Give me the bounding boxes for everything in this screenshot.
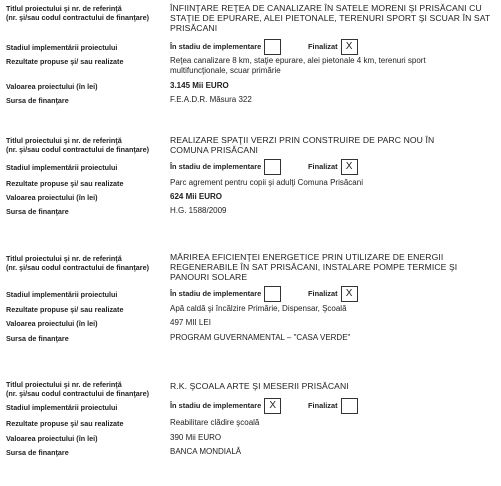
in-progress-option bbox=[170, 398, 281, 414]
title-ref-label bbox=[6, 4, 166, 22]
project-title: REALIZARE SPAŢII VERZI PRIN CONSTRUIRE DE PARC NOU ÎN COMUNA PRISĂCANI bbox=[170, 135, 435, 155]
results-value: Reabilitare clădire şcoală bbox=[170, 418, 260, 427]
project-title: MĂRIREA EFICIENŢEI ENERGETICE PRIN UTILIZARE DE ENERGII REGENERABILE ÎN SAT PRISĂCANI, INSTALARE POMPE TERMICE ŞI PANOURI SOLARE bbox=[170, 252, 458, 282]
funding-value: PROGRAM GUVERNAMENTAL – "CASA VERDE" bbox=[170, 333, 351, 342]
in-progress-checkbox[interactable] bbox=[264, 159, 281, 175]
project-title: ÎNFIINŢARE REŢEA DE CANALIZARE ÎN SATELE MORENI ŞI PRISĂCANI CU STAŢIE DE EPURARE, ALEI PIETONALE, TERENURI SPORT ŞI SCUAR ÎN SAT PRISĂCANI bbox=[170, 3, 491, 33]
in-progress-label: În stadiu de implementare bbox=[170, 400, 262, 410]
title-ref-label-line1: Titlul proiectului şi nr. de referinţă bbox=[6, 4, 122, 13]
value-label: Valoarea proiectului (în lei) bbox=[6, 193, 98, 202]
in-progress-label: În stadiu de implementare bbox=[170, 41, 262, 51]
funding-label: Sursa de finanţare bbox=[6, 96, 69, 105]
funding-label: Sursa de finanţare bbox=[6, 334, 69, 343]
results-value: Apă caldă şi încălzire Primărie, Dispensar, Şcoală bbox=[170, 304, 347, 313]
finalized-label: Finalizat bbox=[308, 400, 338, 410]
status-label: Stadiul implementării proiectului bbox=[6, 290, 118, 299]
status-label: Stadiul implementării proiectului bbox=[6, 163, 118, 172]
status-label: Stadiul implementării proiectului bbox=[6, 403, 118, 412]
title-ref-label-line1: Titlul proiectului şi nr. de referinţă bbox=[6, 136, 122, 145]
finalized-label: Finalizat bbox=[308, 41, 338, 51]
title-ref-label-line1: Titlul proiectului şi nr. de referinţă bbox=[6, 254, 122, 263]
project-value: 624 Mii EURO bbox=[170, 192, 223, 201]
value-label: Valoarea proiectului (în lei) bbox=[6, 319, 98, 328]
title-ref-label-line2: (nr. şi/sau codul contractului de finanţare) bbox=[6, 13, 149, 22]
in-progress-checkbox[interactable] bbox=[264, 286, 281, 302]
finalized-option bbox=[308, 398, 358, 414]
finalized-checkbox[interactable]: X bbox=[341, 159, 358, 175]
project-value: 3.145 Mii EURO bbox=[170, 81, 229, 90]
results-label: Rezultate propuse şi/ sau realizate bbox=[6, 179, 124, 188]
project-title: R.K. ŞCOALA ARTE ŞI MESERII PRISĂCANI bbox=[170, 381, 349, 391]
finalized-checkbox[interactable] bbox=[341, 398, 358, 414]
title-ref-label-line2: (nr. şi/sau codul contractului de finanţare) bbox=[6, 263, 149, 272]
title-ref-label-line2: (nr. şi/sau codul contractului de finanţare) bbox=[6, 145, 149, 154]
finalized-checkbox[interactable]: X bbox=[341, 39, 358, 55]
in-progress-option bbox=[170, 286, 281, 302]
results-value: Reţea canalizare 8 km, staţie epurare, alei pietonale 4 km, terenuri sport multifuncţionale, scuar primărie bbox=[170, 56, 426, 75]
finalized-option bbox=[308, 39, 358, 55]
funding-value: F.E.A.D.R. Măsura 322 bbox=[170, 95, 252, 104]
finalized-label: Finalizat bbox=[308, 288, 338, 298]
title-ref-label bbox=[6, 380, 166, 398]
title-ref-label-line2: (nr. şi/sau codul contractului de finanţare) bbox=[6, 389, 149, 398]
funding-label: Sursa de finanţare bbox=[6, 207, 69, 216]
value-label: Valoarea proiectului (în lei) bbox=[6, 82, 98, 91]
funding-value: H.G. 1588/2009 bbox=[170, 206, 227, 215]
in-progress-option bbox=[170, 39, 281, 55]
in-progress-checkbox[interactable] bbox=[264, 39, 281, 55]
title-ref-label bbox=[6, 254, 166, 272]
results-label: Rezultate propuse şi/ sau realizate bbox=[6, 305, 124, 314]
project-value: 497 MII LEI bbox=[170, 318, 211, 327]
status-label: Stadiul implementării proiectului bbox=[6, 43, 118, 52]
in-progress-checkbox[interactable]: X bbox=[264, 398, 281, 414]
funding-label: Sursa de finanţare bbox=[6, 448, 69, 457]
project-value: 390 Mii EURO bbox=[170, 433, 222, 442]
finalized-checkbox[interactable]: X bbox=[341, 286, 358, 302]
finalized-label: Finalizat bbox=[308, 161, 338, 171]
finalized-option bbox=[308, 159, 358, 175]
value-label: Valoarea proiectului (în lei) bbox=[6, 434, 98, 443]
funding-value: BANCA MONDIALĂ bbox=[170, 447, 242, 456]
finalized-option bbox=[308, 286, 358, 302]
in-progress-option bbox=[170, 159, 281, 175]
results-label: Rezultate propuse şi/ sau realizate bbox=[6, 419, 124, 428]
in-progress-label: În stadiu de implementare bbox=[170, 161, 262, 171]
in-progress-label: În stadiu de implementare bbox=[170, 288, 262, 298]
title-ref-label-line1: Titlul proiectului şi nr. de referinţă bbox=[6, 380, 122, 389]
title-ref-label bbox=[6, 136, 166, 154]
results-value: Parc agrement pentru copii şi adulţi Comuna Prisăcani bbox=[170, 178, 363, 187]
results-label: Rezultate propuse şi/ sau realizate bbox=[6, 57, 124, 66]
